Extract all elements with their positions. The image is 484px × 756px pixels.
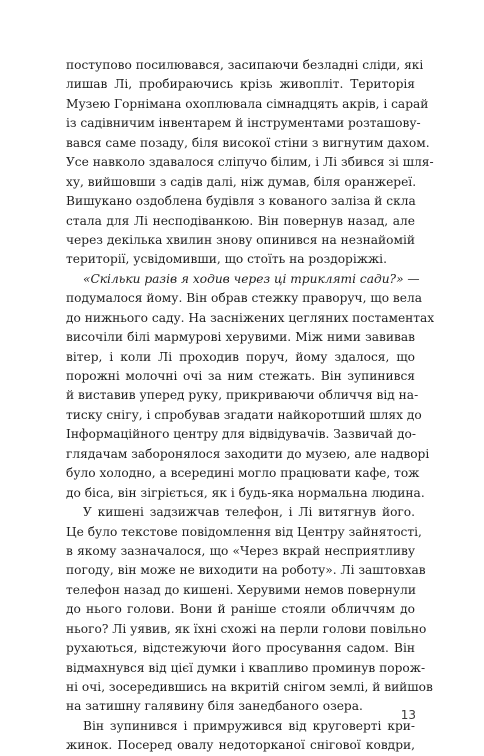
text-line: стала для Лі несподіванкою. Він повернув назад, але <box>66 213 415 228</box>
text-line: вітер, і коли Лі проходив поруч, йому здалося, що <box>66 349 415 364</box>
body-text <box>66 56 435 756</box>
text-line: рухаються, відстежуючи його просування садом. Він <box>66 641 415 656</box>
text-line: височіли білі мармурові херувими. Між ними завивав <box>66 330 415 345</box>
text-line: погоду, він може не виходити на роботу». Лі заштовхав <box>66 563 426 578</box>
text-line: до нього голови. Вони й раніше стояли обличчям до <box>66 602 415 617</box>
text-line: Усе навколо здавалося сліпучо білим, і Лі збився зі шля- <box>66 155 434 170</box>
text-line: відмахнувся від цієї думки і квапливо проминув порож- <box>66 660 426 675</box>
text-line: глядачам заборонялося заходити до музею, але надворі <box>66 446 430 461</box>
text-line: до біса, він зігріється, як і будь-яка нормальна людина. <box>66 485 425 500</box>
text-line: Музею Горнімана охоплювала сімнадцять акрів, і сарай <box>66 96 429 111</box>
text-line: через декілька хвилин знову опинився на незнайомій <box>66 232 415 247</box>
text-line: вався саме позаду, біля високої стіни з вигнутим дахом. <box>66 135 430 150</box>
text-line: подумалося йому. Він обрав стежку праворуч, що вела <box>66 291 422 306</box>
text-line: тиску снігу, і спробував згадати найкоротший шлях до <box>66 407 422 422</box>
page-number: 13 <box>400 708 416 722</box>
text-line: й виставив уперед руку, прикриваючи обличчя від на- <box>66 388 419 403</box>
text-line: в якому зазначалося, що «Через вкрай несприятливу <box>66 543 415 558</box>
text-line: було холодно, а всередині могло працювати кафе, тож <box>66 466 420 481</box>
text-line: на затишну галявину біля занедбаного озера. <box>66 699 363 714</box>
text-line: Він зупинився і примружився від круговерті кри- <box>83 718 415 733</box>
text-line: ні очі, зосередившись на вкритій снігом землі, й вийшов <box>66 680 433 694</box>
text-line: території, усвідомивши, що стоїть на роздоріжжі. <box>66 252 387 267</box>
text-line: лишав Лі, пробираючись крізь живопліт. Територія <box>66 77 415 92</box>
text-line: нього? Лі уявив, як їхні схожі на перли голови повільно <box>66 621 427 636</box>
text-line: до нижнього саду. На засніжених цегляних постаментах <box>66 310 435 325</box>
text-line: Це було текстове повідомлення від Центру зайнятості, <box>66 524 422 539</box>
text-line: Інформаційного центру для відвідувачів. Зазвичай до- <box>66 427 417 442</box>
text-line-quote: «Скільки разів я ходив через ці триклятi сади?» — <box>83 271 420 286</box>
text-line: телефон назад до кишені. Херувими немов повернули <box>66 582 416 597</box>
text-line: Вишукано оздоблена будівля з кованого заліза й скла <box>66 194 416 209</box>
text-line: жинок. Посеред овалу недоторканої снігової ковдри, <box>66 738 415 753</box>
text-line: У кишені задзижчав телефон, і Лі витягнув його. <box>83 505 415 520</box>
text-line: ху, вийшовши з садів далі, ніж думав, біля оранжереї. <box>66 174 417 189</box>
text-line: поступово посилювався, засипаючи безладні сліди, які <box>66 58 424 72</box>
text-line: порожні молочні очі за ним стежать. Він зупинився <box>66 369 415 383</box>
text-line: із садівничим інвентарем й інструментами розташову- <box>66 116 421 131</box>
